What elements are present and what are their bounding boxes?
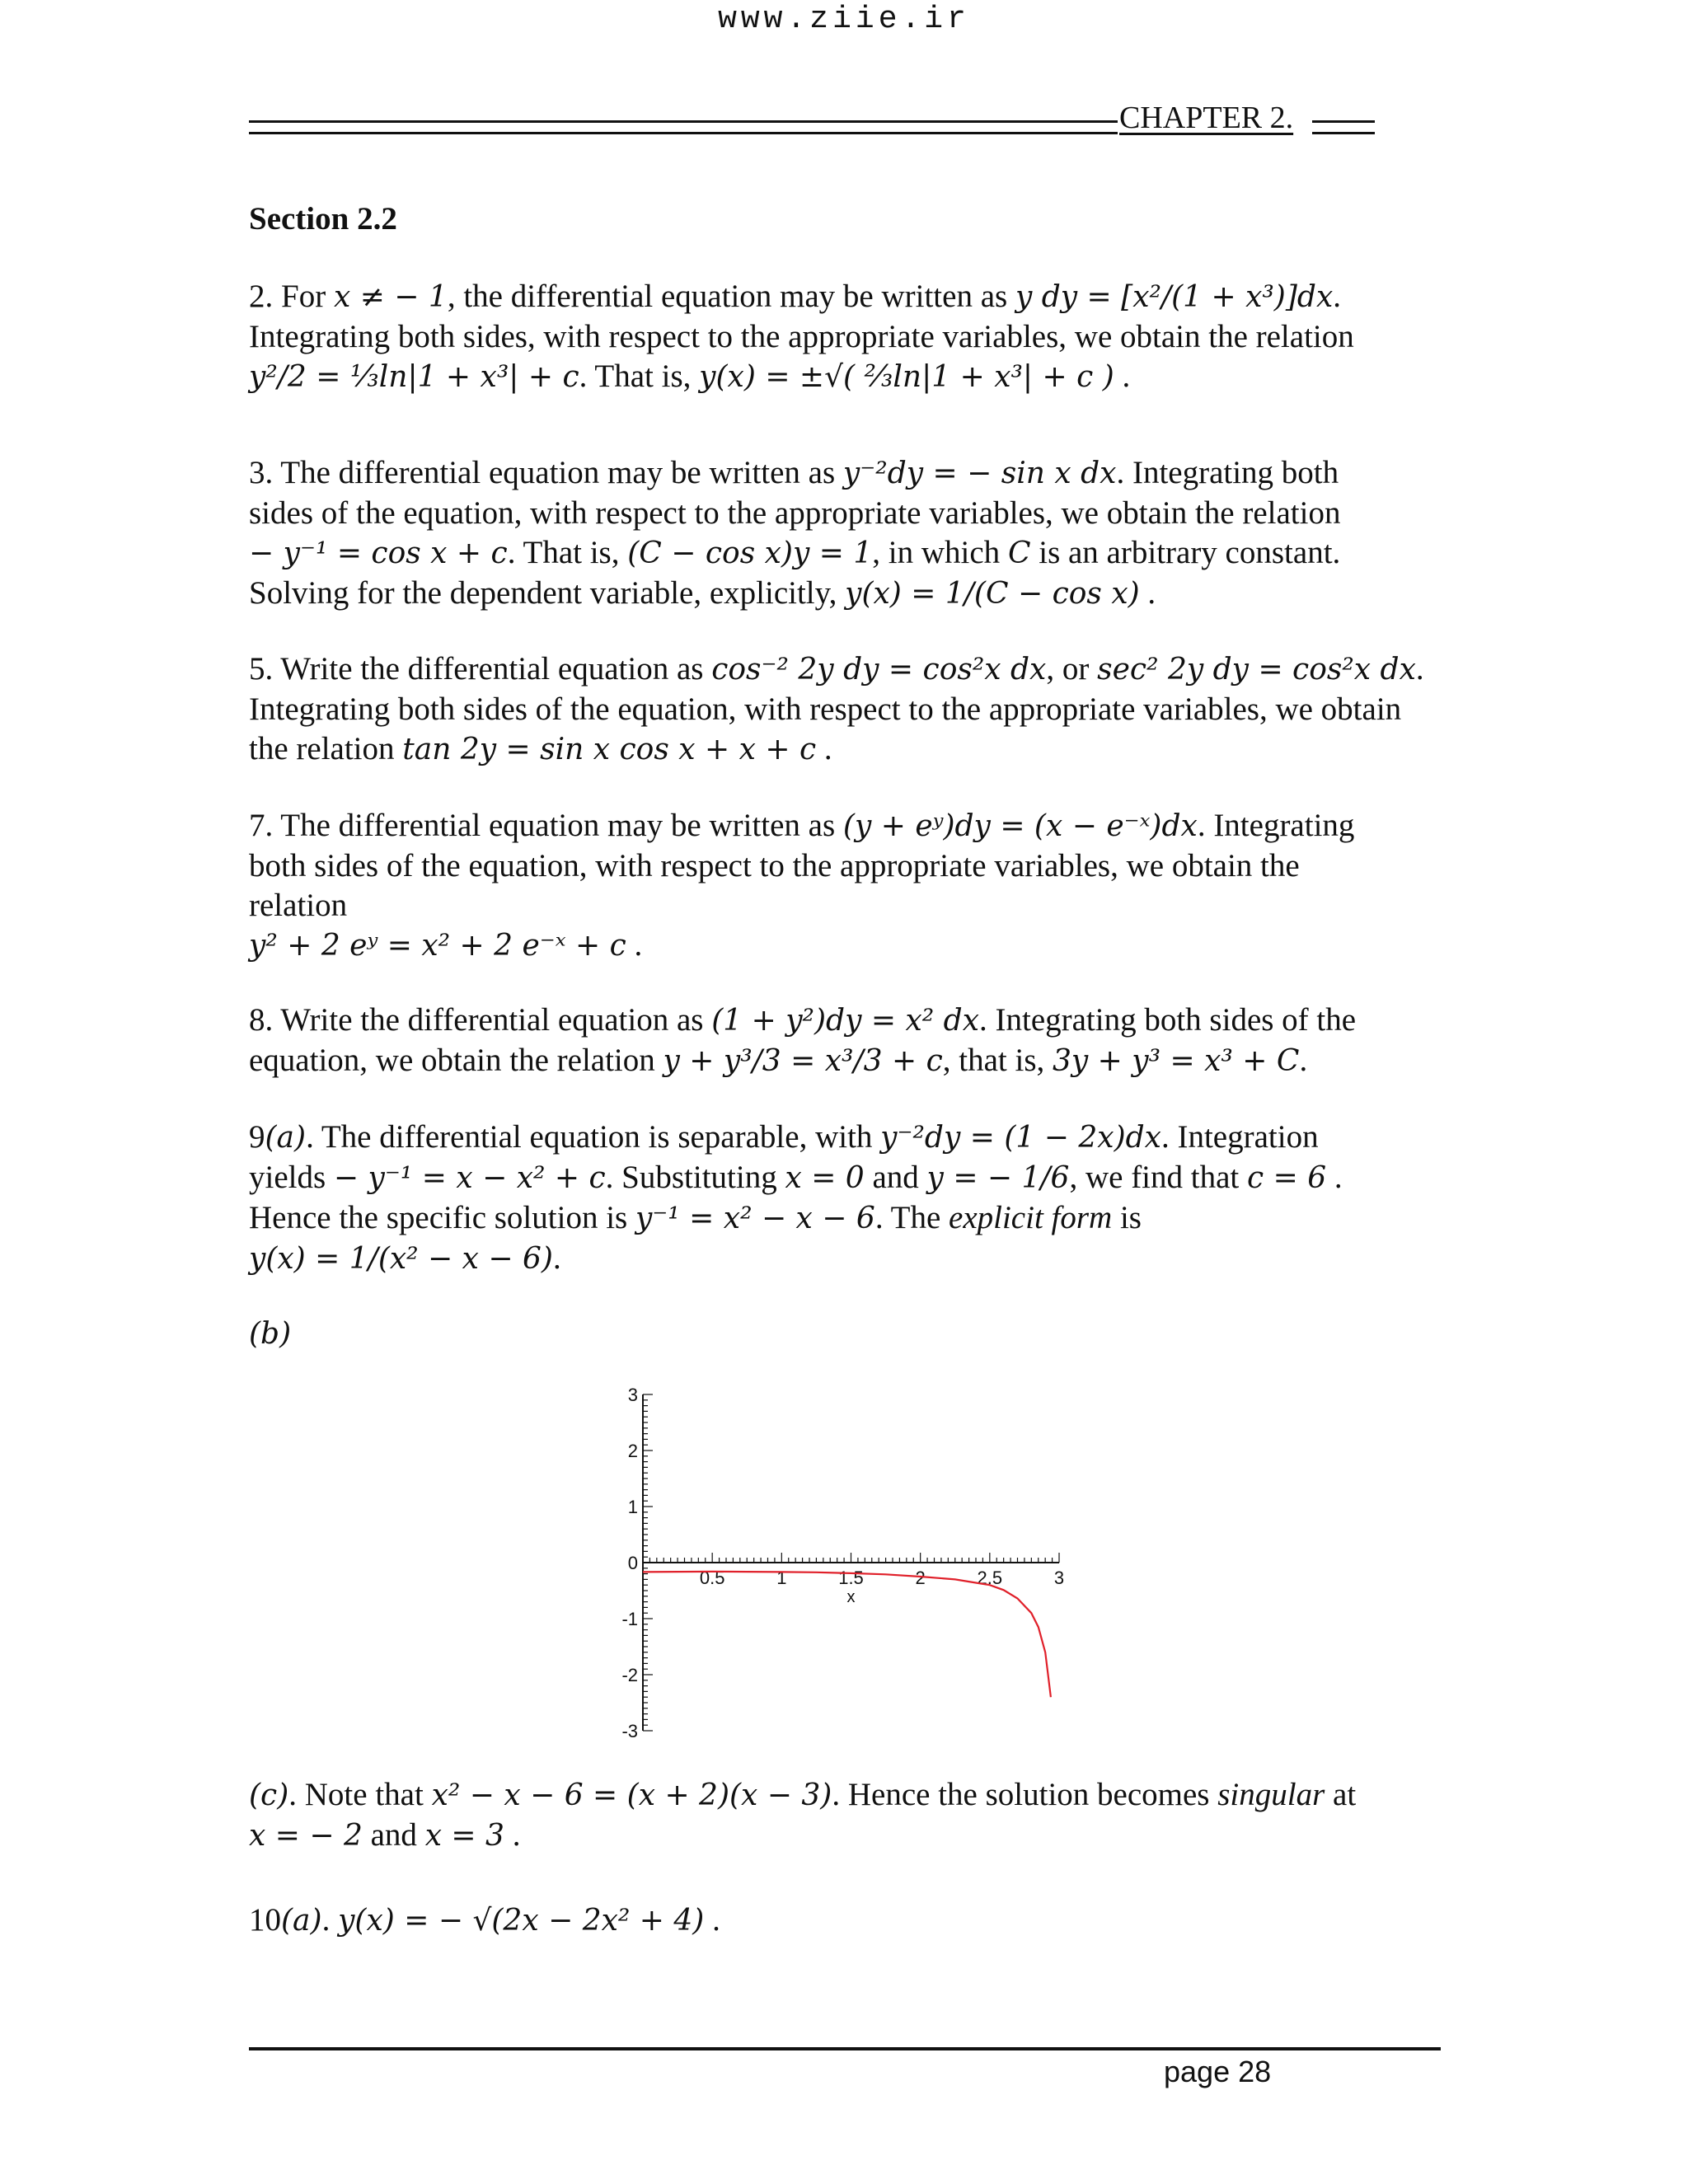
problem-2-line-2: Integrating both sides, with respect to the appropriate variables, we obtain the relation — [249, 319, 1354, 354]
header-rule-right-top — [1312, 120, 1375, 123]
math-inline: − y⁻¹ = x − x² + c — [333, 1161, 606, 1195]
emphasis: explicit form — [949, 1200, 1113, 1235]
text: 9 — [249, 1119, 265, 1155]
text: . — [1139, 575, 1156, 611]
math-inline: y(x) = ±√( ⅔ln|1 + x³| + c ) — [699, 360, 1114, 394]
problem-8-line-1 — [249, 1001, 1444, 1041]
text: . Note that — [288, 1777, 432, 1812]
problem-9a-line-4 — [249, 1239, 1444, 1279]
math-inline: y(x) = 1/(C − cos x) — [845, 577, 1140, 611]
x-tick-label: 2 — [915, 1568, 926, 1588]
math-inline: y²/2 = ⅓ln|1 + x³| + c — [249, 360, 579, 394]
footer-rule — [249, 2047, 1441, 2050]
x-axis-label: x — [846, 1588, 856, 1606]
problem-8-line-2 — [249, 1041, 1444, 1081]
y-tick-label: -2 — [621, 1665, 638, 1685]
y-tick-label: -3 — [621, 1721, 638, 1741]
text: . — [552, 1240, 561, 1276]
plot-ticks — [643, 1394, 1059, 1731]
problem-2-line-3 — [249, 357, 1444, 397]
text: . The — [874, 1200, 950, 1235]
math-inline: C — [1007, 537, 1031, 570]
problem-10a-line-1 — [249, 1900, 1444, 1941]
y-tick-label: 3 — [627, 1385, 638, 1405]
math-inline: (c) — [249, 1779, 289, 1812]
problem-9a-line-1 — [249, 1118, 1444, 1158]
text: yields — [249, 1160, 334, 1195]
page-number: page 28 — [1164, 2055, 1272, 2088]
text: . — [816, 731, 832, 766]
text: . — [504, 1817, 521, 1853]
math-inline: c = 6 — [1247, 1161, 1327, 1195]
problem-7 — [249, 806, 1444, 966]
problem-3-line-1 — [249, 453, 1444, 494]
math-inline: y(x) = 1/(x² − x − 6) — [249, 1242, 553, 1276]
math-inline: (C − cos x)y = 1 — [627, 537, 873, 570]
text: . Integrating — [1197, 808, 1355, 843]
text: 8. Write the differential equation as — [249, 1002, 712, 1038]
problem-2-line-1 — [249, 277, 1444, 317]
text: . Integrating both sides of the — [979, 1002, 1357, 1038]
text: . Substituting — [605, 1160, 785, 1195]
part-label: (b) — [249, 1317, 292, 1351]
math-inline: x ≠ − 1 — [333, 280, 448, 314]
text: 3. The differential equation may be written as — [249, 455, 843, 490]
text: , that is, — [942, 1043, 1053, 1078]
text: 10 — [249, 1902, 281, 1938]
math-inline: x² − x − 6 = (x + 2)(x − 3) — [431, 1779, 832, 1812]
solution-plot — [593, 1378, 1088, 1757]
problem-7-line-2: both sides of the equation, with respect to the appropriate variables, we obtain the — [249, 848, 1300, 883]
text: 5. Write the differential equation as — [249, 651, 712, 687]
text: . — [1326, 1160, 1343, 1195]
text: . Hence the solution becomes — [832, 1777, 1218, 1812]
problem-7-line-1 — [249, 806, 1444, 846]
y-tick-label: 0 — [627, 1553, 638, 1573]
text: 2. For — [249, 279, 334, 314]
chapter-label: CHAPTER 2. — [1119, 101, 1294, 135]
problem-9c-line-1 — [249, 1775, 1444, 1816]
math-inline: (a) — [281, 1904, 322, 1938]
problem-2 — [249, 277, 1444, 397]
problem-10a — [249, 1900, 1444, 1941]
problem-5 — [249, 649, 1444, 770]
math-inline: (1 + y²)dy = x² dx — [711, 1004, 979, 1038]
text: Hence the specific solution is — [249, 1200, 635, 1235]
text: . — [1299, 1043, 1308, 1078]
problem-7-line-4 — [249, 926, 1444, 966]
math-inline: − y⁻¹ = cos x + c — [249, 537, 508, 570]
x-tick-label: 0.5 — [699, 1568, 725, 1588]
text: and — [864, 1160, 927, 1195]
text: 7. The differential equation may be written as — [249, 808, 843, 843]
emphasis: singular — [1217, 1777, 1325, 1812]
problem-5-line-2: Integrating both sides of the equation, with respect to the appropriate variables, we obtain — [249, 691, 1402, 727]
text: . — [1333, 279, 1341, 314]
problem-8 — [249, 1001, 1444, 1081]
x-tick-label: 2.5 — [977, 1568, 1003, 1588]
text: . — [1415, 651, 1424, 687]
math-inline: y = − 1/6 — [926, 1161, 1070, 1195]
math-inline: x = 0 — [785, 1161, 865, 1195]
math-inline: y⁻¹ = x² − x − 6 — [635, 1202, 875, 1235]
text: . — [321, 1902, 339, 1938]
problem-9a-line-3 — [249, 1198, 1444, 1239]
watermark-url: www.ziie.ir — [718, 2, 970, 37]
math-inline: y dy = [x²/(1 + x³)]dx — [1015, 280, 1334, 314]
problem-9a-line-2 — [249, 1158, 1444, 1198]
header-rule-bottom — [249, 132, 1118, 134]
text: , we find that — [1069, 1160, 1247, 1195]
problem-9c — [249, 1775, 1444, 1856]
text: . — [1114, 359, 1131, 394]
text: . Integrating both — [1116, 455, 1339, 490]
header-rule-top — [249, 120, 1118, 123]
math-inline: 3y + y³ = x³ + C — [1053, 1044, 1300, 1078]
problem-3-line-3 — [249, 533, 1444, 574]
math-inline: tan 2y = sin x cos x + x + c — [402, 733, 817, 766]
text: is an arbitrary constant. — [1030, 535, 1341, 570]
problem-7-line-3: relation — [249, 888, 348, 923]
text: Solving for the dependent variable, explicitly, — [249, 575, 846, 611]
text: . Integration — [1160, 1119, 1319, 1155]
x-tick-label: 1.5 — [838, 1568, 864, 1588]
text: the relation — [249, 731, 403, 766]
text: . The differential equation is separable, with — [306, 1119, 881, 1155]
math-inline: x = 3 — [424, 1819, 504, 1853]
x-tick-label: 1 — [776, 1568, 787, 1588]
problem-5-line-1 — [249, 649, 1444, 690]
text: equation, we obtain the relation — [249, 1043, 663, 1078]
y-tick-label: -1 — [621, 1609, 638, 1629]
text: . That is, — [579, 359, 700, 394]
math-inline: y + y³/3 = x³/3 + c — [663, 1044, 943, 1078]
text: . — [626, 927, 643, 963]
y-tick-label: 1 — [627, 1497, 638, 1517]
math-inline: y(x) = − √(2x − 2x² + 4) — [338, 1904, 705, 1938]
problem-5-line-3 — [249, 729, 1444, 770]
text: , the differential equation may be written as — [447, 279, 1015, 314]
problem-3-line-4 — [249, 574, 1444, 614]
math-inline: (a) — [265, 1121, 307, 1155]
math-inline: y⁻²dy = (1 − 2x)dx — [880, 1121, 1161, 1155]
x-tick-label: 3 — [1053, 1568, 1065, 1588]
text: is — [1112, 1200, 1142, 1235]
problem-9b — [249, 1314, 1444, 1354]
text: and — [362, 1817, 425, 1853]
problem-3 — [249, 453, 1444, 614]
text: , or — [1046, 651, 1098, 687]
math-inline: sec² 2y dy = cos²x dx — [1097, 653, 1416, 687]
math-inline: (y + eʸ)dy = (x − e⁻ˣ)dx — [842, 809, 1198, 843]
text: at — [1325, 1777, 1357, 1812]
problem-3-line-2: sides of the equation, with respect to the appropriate variables, we obtain the relation — [249, 495, 1341, 531]
problem-9c-line-2 — [249, 1816, 1444, 1856]
math-inline: y² + 2 eʸ = x² + 2 e⁻ˣ + c — [249, 929, 626, 963]
math-inline: x = − 2 — [249, 1819, 363, 1853]
header-rule-right-bottom — [1312, 132, 1375, 134]
text: . — [704, 1902, 720, 1938]
math-inline: y⁻²dy = − sin x dx — [842, 457, 1117, 490]
math-inline: cos⁻² 2y dy = cos²x dx — [711, 653, 1047, 687]
section-title: Section 2.2 — [249, 201, 397, 237]
text: . That is, — [507, 535, 628, 570]
y-tick-label: 2 — [627, 1441, 638, 1461]
problem-9a — [249, 1118, 1444, 1279]
text: , in which — [872, 535, 1008, 570]
